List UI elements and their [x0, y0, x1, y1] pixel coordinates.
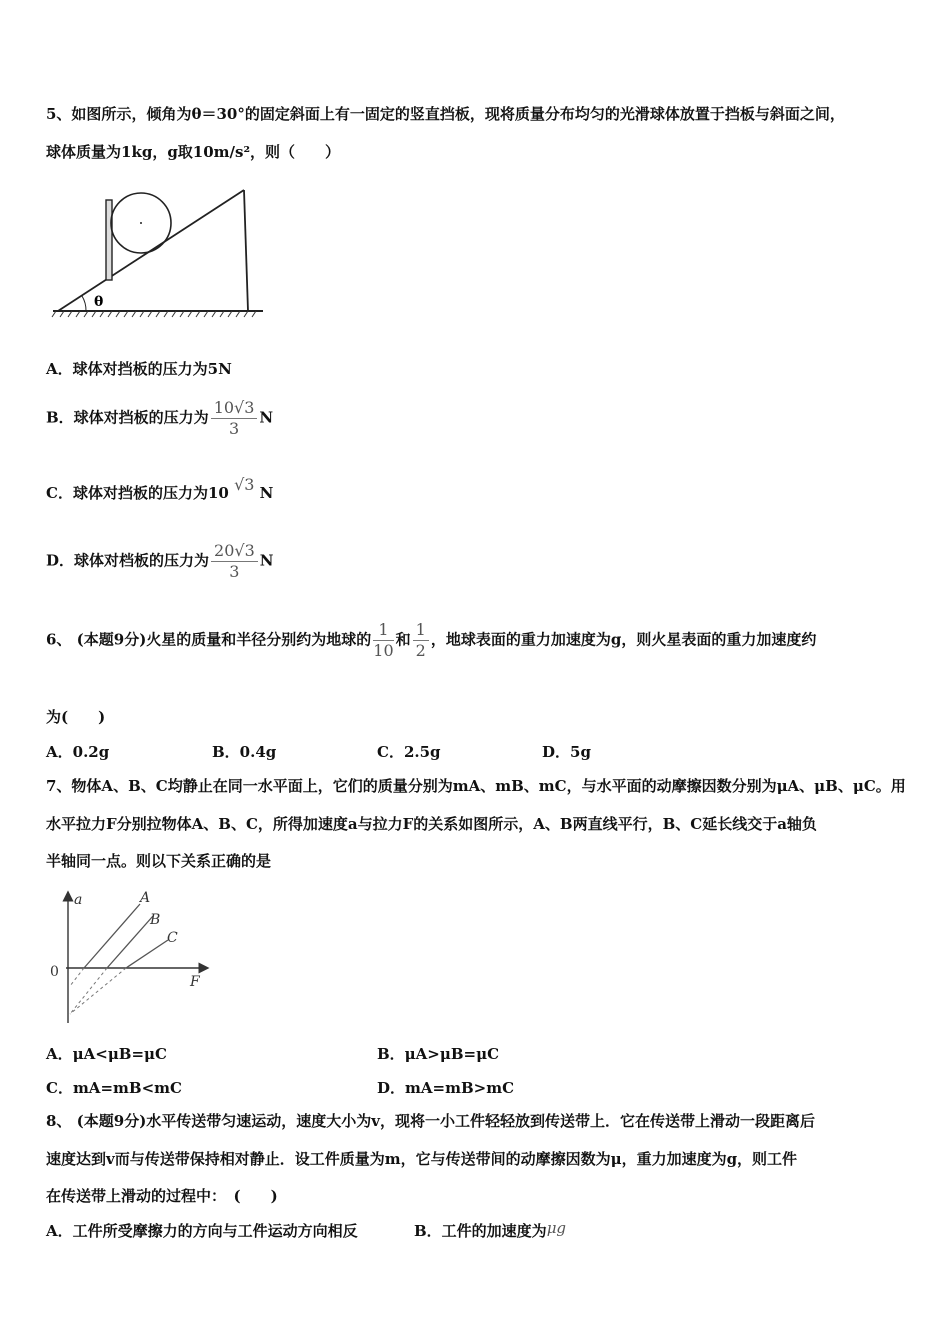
q5-option-d-denominator: 3	[229, 562, 240, 581]
q7-option-d: D．mA=mB>mC	[377, 1079, 515, 1097]
q6-stem-line2: 为( )	[46, 708, 106, 726]
q8-stem-line2: 速度达到v而与传送带保持相对静止．设工件质量为m，它与传送带间的动摩擦因数为μ，重力加速度为g，则工件	[46, 1150, 798, 1168]
q5-option-d-numerator: 20√3	[211, 541, 258, 562]
q5-option-b-denominator: 3	[228, 419, 240, 438]
q7-acceleration-force-graph	[44, 888, 214, 1028]
q5-option-c-unit: N	[259, 484, 274, 502]
q6-stem-prefix: 6、 (本题9分)火星的质量和半径分别约为地球的	[46, 630, 372, 649]
q5-stem-line2: 球体质量为1kg，g取10m/s²，则（ ）	[46, 143, 341, 161]
q6-option-a: A．0.2g	[46, 743, 110, 761]
axis-f-label: F	[190, 974, 200, 990]
line-b	[107, 916, 153, 968]
q6-and: 和	[395, 630, 411, 649]
q5-option-c-radical: √3	[234, 475, 255, 494]
line-a-label: A	[140, 890, 151, 906]
q7-stem-line3: 半轴同一点。则以下关系正确的是	[46, 852, 272, 870]
q6-stem-line1	[46, 620, 816, 661]
q6-stem-suffix: ，地球表面的重力加速度为g，则火星表面的重力加速度约	[430, 630, 817, 649]
q8-option-a: A．工件所受摩擦力的方向与工件运动方向相反	[46, 1222, 358, 1240]
q5-option-c-prefix: C．球体对挡板的压力为10	[46, 484, 229, 502]
q6-fraction-mass	[373, 620, 393, 661]
q5-option-d-prefix: D．球体对档板的压力为	[46, 551, 210, 570]
q5-incline-figure	[48, 178, 268, 323]
axis-a-label: a	[74, 892, 83, 908]
q8-option-b-expression: μg	[546, 1219, 567, 1237]
q5-option-b-unit: N	[259, 408, 274, 427]
q5-option-b-prefix: B．球体对挡板的压力为	[46, 408, 209, 427]
q6-option-d: D．5g	[542, 743, 591, 761]
q6-fraction-mass-denominator: 10	[373, 641, 394, 660]
line-a-extension	[70, 968, 84, 986]
q5-option-c	[46, 475, 274, 503]
q6-fraction-radius-denominator: 2	[415, 641, 426, 660]
q7-option-a: A．μA<μB=μC	[46, 1045, 167, 1063]
q6-fraction-radius	[413, 620, 429, 661]
line-b-extension	[70, 968, 107, 1014]
q6-option-b: B．0.4g	[212, 743, 277, 761]
q6-option-c: C．2.5g	[377, 743, 441, 761]
q5-option-a: A．球体对挡板的压力为5N	[46, 360, 232, 378]
line-c	[126, 940, 168, 968]
q7-stem-line2: 水平拉力F分别拉物体A、B、C，所得加速度a与拉力F的关系如图所示，A、B两直线平行，B、C延长线交于a轴负	[46, 815, 817, 833]
q5-stem-line1: 5、如图所示，倾角为θ＝30°的固定斜面上有一固定的竖直挡板，现将质量分布均匀的光滑球体放置于挡板与斜面之间，	[46, 105, 845, 123]
q8-stem-line3: 在传送带上滑动的过程中： ( )	[46, 1187, 278, 1205]
q8-option-b	[414, 1220, 566, 1241]
q7-option-b: B．μA>μB=μC	[377, 1045, 500, 1063]
line-a	[84, 904, 140, 968]
q5-option-d-fraction	[211, 541, 258, 582]
q5-option-b-numerator: 10√3	[211, 398, 258, 419]
line-c-label: C	[167, 930, 178, 946]
q5-option-b-fraction	[211, 398, 258, 439]
origin-label: 0	[50, 964, 59, 980]
q5-option-b	[46, 398, 273, 439]
line-b-label: B	[150, 912, 161, 928]
q5-option-d	[46, 541, 273, 582]
q6-fraction-mass-numerator: 1	[373, 620, 393, 641]
q7-stem-line1: 7、物体A、B、C均静止在同一水平面上，它们的质量分别为mA、mB、mC，与水平面的动摩擦因数分别为μA、μB、μC。用	[46, 777, 906, 795]
q8-option-b-prefix: B．工件的加速度为	[414, 1222, 547, 1240]
theta-label: θ	[94, 294, 104, 310]
q8-stem-line1: 8、 (本题9分)水平传送带匀速运动，速度大小为v，现将一小工件轻轻放到传送带上．它在传送带上滑动一段距离后	[46, 1112, 816, 1130]
q6-fraction-radius-numerator: 1	[413, 620, 429, 641]
q7-option-c: C．mA=mB<mC	[46, 1079, 182, 1097]
q5-option-d-unit: N	[259, 551, 274, 570]
